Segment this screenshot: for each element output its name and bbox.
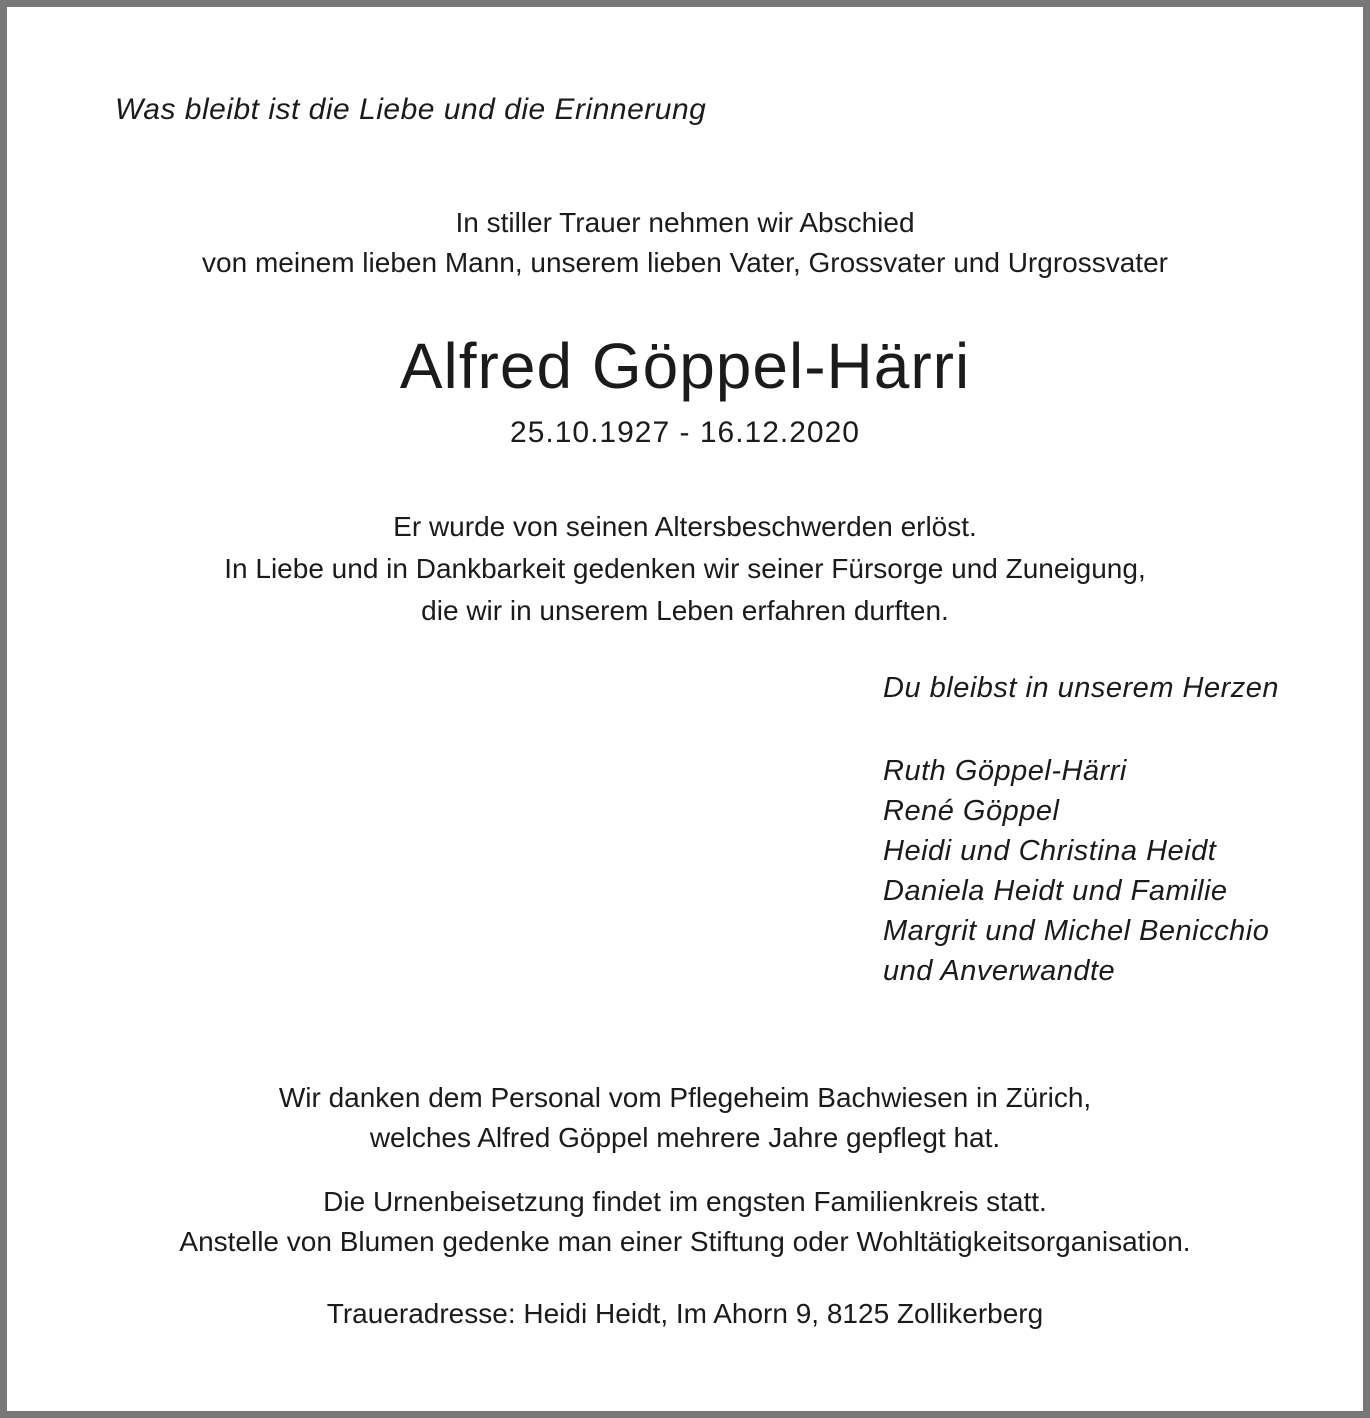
intro-block	[7, 203, 1363, 283]
mourner-line: Margrit und Michel Benicchio	[883, 915, 1270, 947]
intro-line-2: von meinem lieben Mann, unserem lieben Vater, Grossvater und Urgrossvater	[202, 247, 1168, 278]
thanks-line-2: welches Alfred Göppel mehrere Jahre gepflegt hat.	[369, 1122, 1001, 1153]
intro-line-1: In stiller Trauer nehmen wir Abschied	[455, 207, 915, 238]
thanks-line-1: Wir danken dem Personal vom Pflegeheim Bachwiesen in Zürich,	[278, 1082, 1092, 1113]
mourner-line: Daniela Heidt und Familie	[883, 875, 1228, 907]
tribute-line-1: Er wurde von seinen Altersbeschwerden erlöst.	[393, 511, 977, 542]
epigraph: Was bleibt ist die Liebe und die Erinnerung	[115, 93, 707, 126]
mourner-line: René Göppel	[883, 795, 1060, 827]
mourner-line: und Anverwandte	[883, 955, 1116, 987]
deceased-name: Alfred Göppel-Härri	[399, 330, 971, 402]
mourner-line: Heidi und Christina Heidt	[883, 835, 1217, 867]
mourners-list	[883, 751, 1269, 991]
farewell-line: Du bleibst in unserem Herzen	[883, 672, 1280, 704]
mourner-line: Ruth Göppel-Härri	[883, 755, 1127, 787]
thanks-block	[7, 1078, 1363, 1158]
service-block	[7, 1182, 1363, 1262]
service-line-1: Die Urnenbeisetzung findet im engsten Familienkreis statt.	[323, 1186, 1047, 1217]
tribute-line-3: die wir in unserem Leben erfahren durften.	[421, 595, 949, 626]
tribute-line-2: In Liebe und in Dankbarkeit gedenken wir seiner Fürsorge und Zuneigung,	[224, 553, 1146, 584]
tribute-block	[7, 506, 1363, 632]
service-line-2: Anstelle von Blumen gedenke man einer Stiftung oder Wohltätigkeitsorganisation.	[179, 1226, 1191, 1257]
life-dates: 25.10.1927 - 16.12.2020	[510, 416, 860, 449]
mourning-address: Traueradresse: Heidi Heidt, Im Ahorn 9, 8125 Zollikerberg	[326, 1298, 1044, 1329]
